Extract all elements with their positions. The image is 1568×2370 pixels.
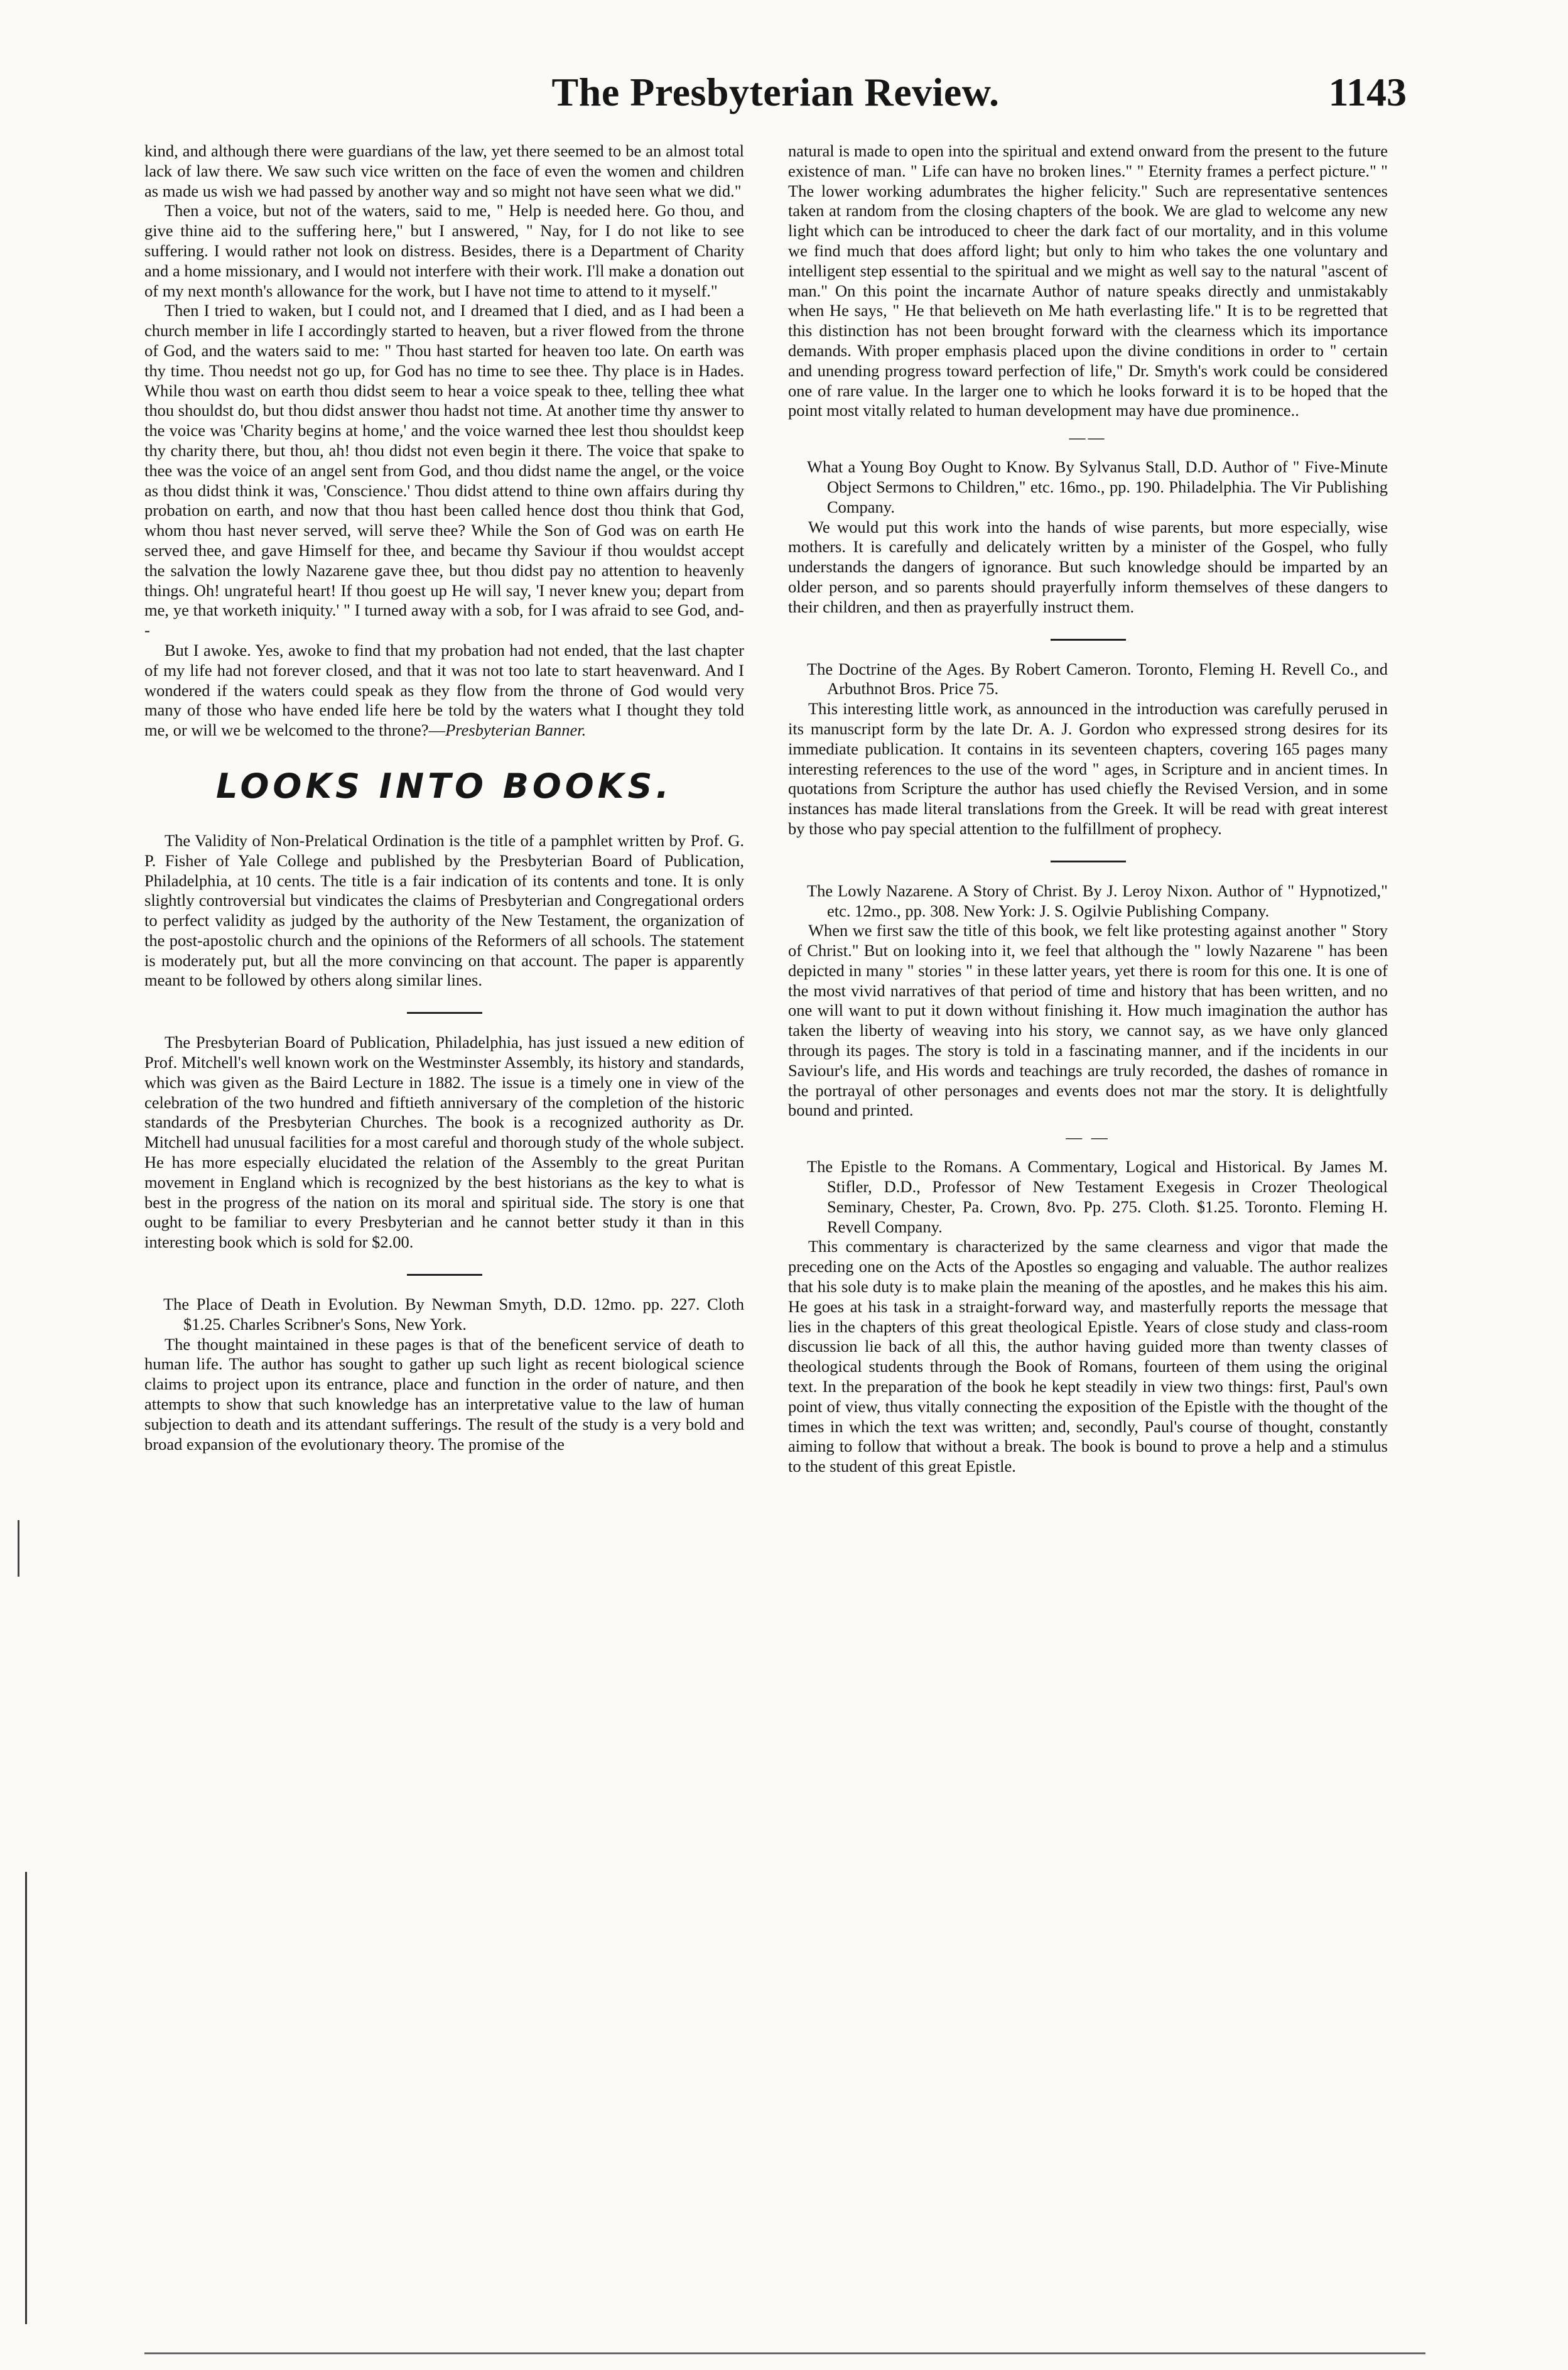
story-paragraph: Then a voice, but not of the waters, said to me, " Help is needed here. Go thou, and give thine aid to the suffering here," but I answered, " Nay, for I do not like to see suffering. I would rather not look on distress. Besides, there is a Department of Charity and a home missionary, and I would not interfere with their work. I'll make a donation out of my next month's allowance for the work, but I have not time to attend to it myself." (144, 201, 744, 300)
section-title: LOOKS INTO BOOKS. (216, 766, 673, 806)
book-citation: What a Young Boy Ought to Know. By Sylvanus Stall, D.D. Author of " Five-Minute Object Sermons to Children," etc. 16mo., pp. 190. Philadelphia. The Vir Publishing Company. (807, 457, 1388, 516)
book-citation: The Lowly Nazarene. A Story of Christ. By J. Leroy Nixon. Author of " Hypnotized," etc. 12mo., pp. 308. New York: J. S. Ogilvie Publishing Company. (807, 881, 1388, 920)
review-paragraph: This commentary is characterized by the same clearness and vigor that made the preceding one on the Acts of the Apostles so engaging and valuable. The author realizes that his sole duty is to make plain the meaning of the apostles, and he makes this his aim. He goes at his task in a straight-forward way, and masterfully reports the message that lies in the chapters of this great theological Epistle. Years of close study and class-room discussion lie back of all this, the author having guided more than twenty classes of theological students through the Book of Romans, fourteen of them using the original text. In the preparation of the book he kept steadily in view two things: first, Paul's own point of view, thus vitally connecting the exposition of the Epistle with the thought of the times in which the text was written; and, secondly, Paul's course of thought, constantly aiming to follow that without a break. The book is bound to prove a help and a stimulus to the student of this great Epistle. (788, 1237, 1388, 1476)
review-paragraph: The thought maintained in these pages is that of the beneficent service of death to human life. The author has sought to gather up such light as recent biological science claims to project upon its entrance, place and function in the order of nature, and then attempts to show that such knowledge has an interpretative value to the law of human subjection to death and its attendant sufferings. The result of the study is a very bold and broad expansion of the evolutionary theory. The promise of the (144, 1334, 744, 1454)
story-paragraph (144, 641, 744, 741)
divider: — — (1066, 1128, 1110, 1147)
review-paragraph: The Presbyterian Board of Publication, Philadelphia, has just issued a new edition of Prof. Mitchell's well known work on the Westminster Assembly, its history and standards, which was given as the Baird Lecture in 1882. The issue is a timely one in view of the celebration of the two hundred and fiftieth anniversary of the completion of the historic standards of the Presbyterian Churches. The book is a recognized authority as Dr. Mitchell had unusual facilities for a most careful and thorough study of the whole subject. He has more especially elucidated the relation of the Assembly to the great Puritan movement in England which is recognized by the best historians as the key to what is best in the progress of the nation on its moral and spiritual side. The story is one that ought to be familiar to every Presbyterian and he cannot better study it than in this interesting book which is sold for $2.00. (144, 1033, 744, 1252)
page-number: 1143 (1328, 70, 1407, 114)
left-column (144, 141, 744, 1454)
divider (407, 1274, 482, 1276)
source-credit: Presbyterian Banner. (445, 720, 587, 740)
review-paragraph: We would put this work into the hands of wise parents, but more especially, wise mothers. It is carefully and delicately written by a minister of the Gospel, who fully understands the dangers of ignorance. But such knowledge should be imparted by an older person, and so parents should prayerfully inform themselves of these dangers to their children, and then as prayerfully instruct them. (788, 517, 1388, 616)
page-header (144, 69, 1407, 129)
divider (407, 1012, 482, 1014)
review-paragraph: When we first saw the title of this book, we felt like protesting against another " Story of Christ." But on looking into it, we feel that although the " lowly Nazarene " has been depicted in many " stories " in these latter years, yet there is room for this one. It is one of the most vivid narratives of that period of time and history that has been written, and no one will want to put it down without finishing it. How much imagination the author has taken the liberty of weaving into his story, we cannot say, as we have only glanced through its pages. The story is told in a fascinating manner, and if the incidents in our Saviour's life, and His words and teachings are truly recorded, the dashes of romance in the portrayal of other personages and events does not mar the story. It is delightfully bound and printed. (788, 921, 1388, 1120)
story-paragraph: Then I tried to waken, but I could not, and I dreamed that I died, and as I had been a church member in life I accordingly started to heaven, but a river flowed from the throne of God, and the waters said to me: " Thou hast started for heaven too late. On earth was thy time. Thou needst not go up, for God has no time to see thee. Thy place is in Hades. While thou wast on earth thou didst seem to hear a voice speak to thee, telling thee what thou shouldst do, but thou didst answer thou hadst not time. At another time thy answer to the voice was 'Charity begins at home,' and the voice warned thee lest thou shouldst keep thy charity there, but thou, ah! thou didst not even begin it there. The voice that spake to thee was the voice of an angel sent from God, and thou didst name the angel, or the voice as thou didst think it was, 'Conscience.' Thou didst attend to thine own affairs during thy probation on earth, and now that thou hast been called hence dost thou think that God, whom thou hast never served, will serve thee? While the Son of God was on earth He served thee, and gave Himself for thee, and became thy Saviour if thou wouldst accept the salvation the lowly Nazarene gave thee, but thou didst pay no attention to heavenly things. Oh! ungrateful heart! If thou goest up He will say, 'I never knew you; depart from me, ye that worketh iniquity.' " I turned away with a sob, for I was afraid to see God, and-- (144, 301, 744, 640)
right-column (788, 141, 1388, 1477)
bottom-rule (144, 2352, 1425, 2354)
journal-title: The Presbyterian Review. (551, 70, 1000, 114)
margin-scan-mark (18, 1520, 19, 1577)
book-citation: The Epistle to the Romans. A Commentary, Logical and Historical. By James M. Stifler, D.D., Professor of New Testament Exegesis in Crozer Theological Seminary, Chester, Pa. Crown, 8vo. Pp. 275. Cloth. $1.25. Toronto. Fleming H. Revell Company. (807, 1157, 1388, 1236)
divider: —— (1069, 428, 1107, 447)
margin-scan-line (25, 1872, 27, 2324)
story-paragraph: kind, and although there were guardians of the law, yet there seemed to be an almost total lack of law there. We saw such vice written on the face of even the women and children as made us wish we had passed by another way and so might not have seen what we did." (144, 141, 744, 200)
review-paragraph: This interesting little work, as announced in the introduction was carefully perused in its manuscript form by the late Dr. A. J. Gordon who expressed strong desires for its immediate publication. It contains in its seventeen chapters, covering 165 pages many interesting references to the use of the word " ages, in Scripture and in ancient times. In quotations from Scripture the author has used chiefly the Revised Version, and in some instances has made literal translations from the Greek. It will be read with great interest by those who pay special attention to the fulfillment of prophecy. (788, 699, 1388, 838)
book-citation: The Place of Death in Evolution. By Newman Smyth, D.D. 12mo. pp. 227. Cloth $1.25. Charles Scribner's Sons, New York. (163, 1295, 744, 1334)
divider (1051, 861, 1126, 862)
divider (1051, 639, 1126, 641)
review-paragraph: natural is made to open into the spiritual and extend onward from the present to the future existence of man. " Life can have no broken lines." " Eternity frames a perfect picture." " The lower working adumbrates the higher felicity." Such are representative sentences taken at random from the closing chapters of the book. We are glad to welcome any new light which can be introduced to cheer the dark fact of our mortality, and in this volume we find much that does afford light; but only to him who takes the one voluntary and intelligent step essential to the spiritual and we might as well say to the natural "ascent of man." On this point the incarnate Author of nature speaks directly and unmistakably when He says, " He that believeth on Me hath everlasting life." It is to be regretted that this distinction has not been brought forward with the clearness which its importance demands. With proper emphasis placed upon the divine conditions in order to " certain and unending progress toward perfection of life," Dr. Smyth's work could be considered one of rare value. In the larger one to which he looks forward it is to be hoped that the point most vitally related to human development may have due prominence.. (788, 141, 1388, 420)
book-citation: The Doctrine of the Ages. By Robert Cameron. Toronto, Fleming H. Revell Co., and Arbuthnot Bros. Price 75. (807, 659, 1388, 698)
review-paragraph: The Validity of Non-Prelatical Ordination is the title of a pamphlet written by Prof. G. P. Fisher of Yale College and published by the Presbyterian Board of Publication, Philadelphia, at 10 cents. The title is a fair indication of its contents and tone. It is only slightly controversial but vindicates the claims of Presbyterian and Congregational orders to perfect validity as judged by the authority of the New Testament, the organization of the post-apostolic church and the opinions of the Reformers of all schools. The statement is moderately put, but all the more convincing on that account. The paper is apparently meant to be followed by others along similar lines. (144, 830, 744, 990)
story-text: But I awoke. Yes, awoke to find that my probation had not ended, that the last chapter of my life had not forever closed, and that it was not too late to start heavenward. And I wondered if the waters could speak as they flow from the throne of God would very many of those who have ended life here be told by the waters what I thought they told me, or will we be welcomed to the throne?— (144, 640, 744, 740)
